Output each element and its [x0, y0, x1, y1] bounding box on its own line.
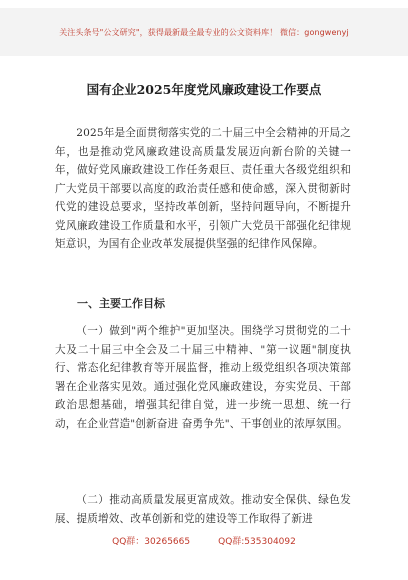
goal-paragraph-1: （一）做到"两个维护"更加坚决。围绕学习贯彻党的二十大及二十届三中全会及二十届三中精神、"第一议题"制度执行、常态化纪律教育等开展监督，推动上级党组织各项决策部署在企业落实见效。通过强化党风廉政建设，夯实党员、干部政治思想基础，增强其纪律自觉，进一步统一思想、统一行动，在企业营造"创新奋进 奋勇争先"、干事创业的浓厚氛围。 — [55, 325, 351, 430]
footer — [0, 534, 408, 547]
goal-paragraph-2: （二）推动高质量发展更富成效。推动安全保供、绿色发展、提质增效、改革创新和党的建设等工作取得了新进 — [55, 494, 351, 525]
section-heading-main-goals: 一、主要工作目标 — [77, 297, 165, 310]
footer-qq-group-1: QQ群：30265665 — [112, 537, 191, 547]
footer-qq-group-2: QQ群:535304092 — [218, 537, 296, 547]
document-title: 国有企业2025年度党风廉政建设工作要点 — [86, 82, 322, 97]
banner-text: 关注头条号"公文研究"，获得最新最全最专业的公文资料库！ 微信：gongwenyj — [59, 27, 349, 37]
header-banner — [0, 8, 408, 56]
intro-paragraph: 2025年是全面贯彻落实党的二十届三中全会精神的开局之年，也是推动党风廉政建设高质量发展迈向新台阶的关键一年，做好党风廉政建设工作任务艰巨、责任重大各级党组织和广大党员干部要以高度的政治责任感和使命感，深入贯彻新时代党的建设总要求，坚持改革创新，坚持问题导向，不断提升党风廉政建设工作质量和水平，引领广大党员干部强化纪律规矩意识，为国有企业改革发展提供坚强的纪律作风保障。 — [55, 127, 351, 250]
